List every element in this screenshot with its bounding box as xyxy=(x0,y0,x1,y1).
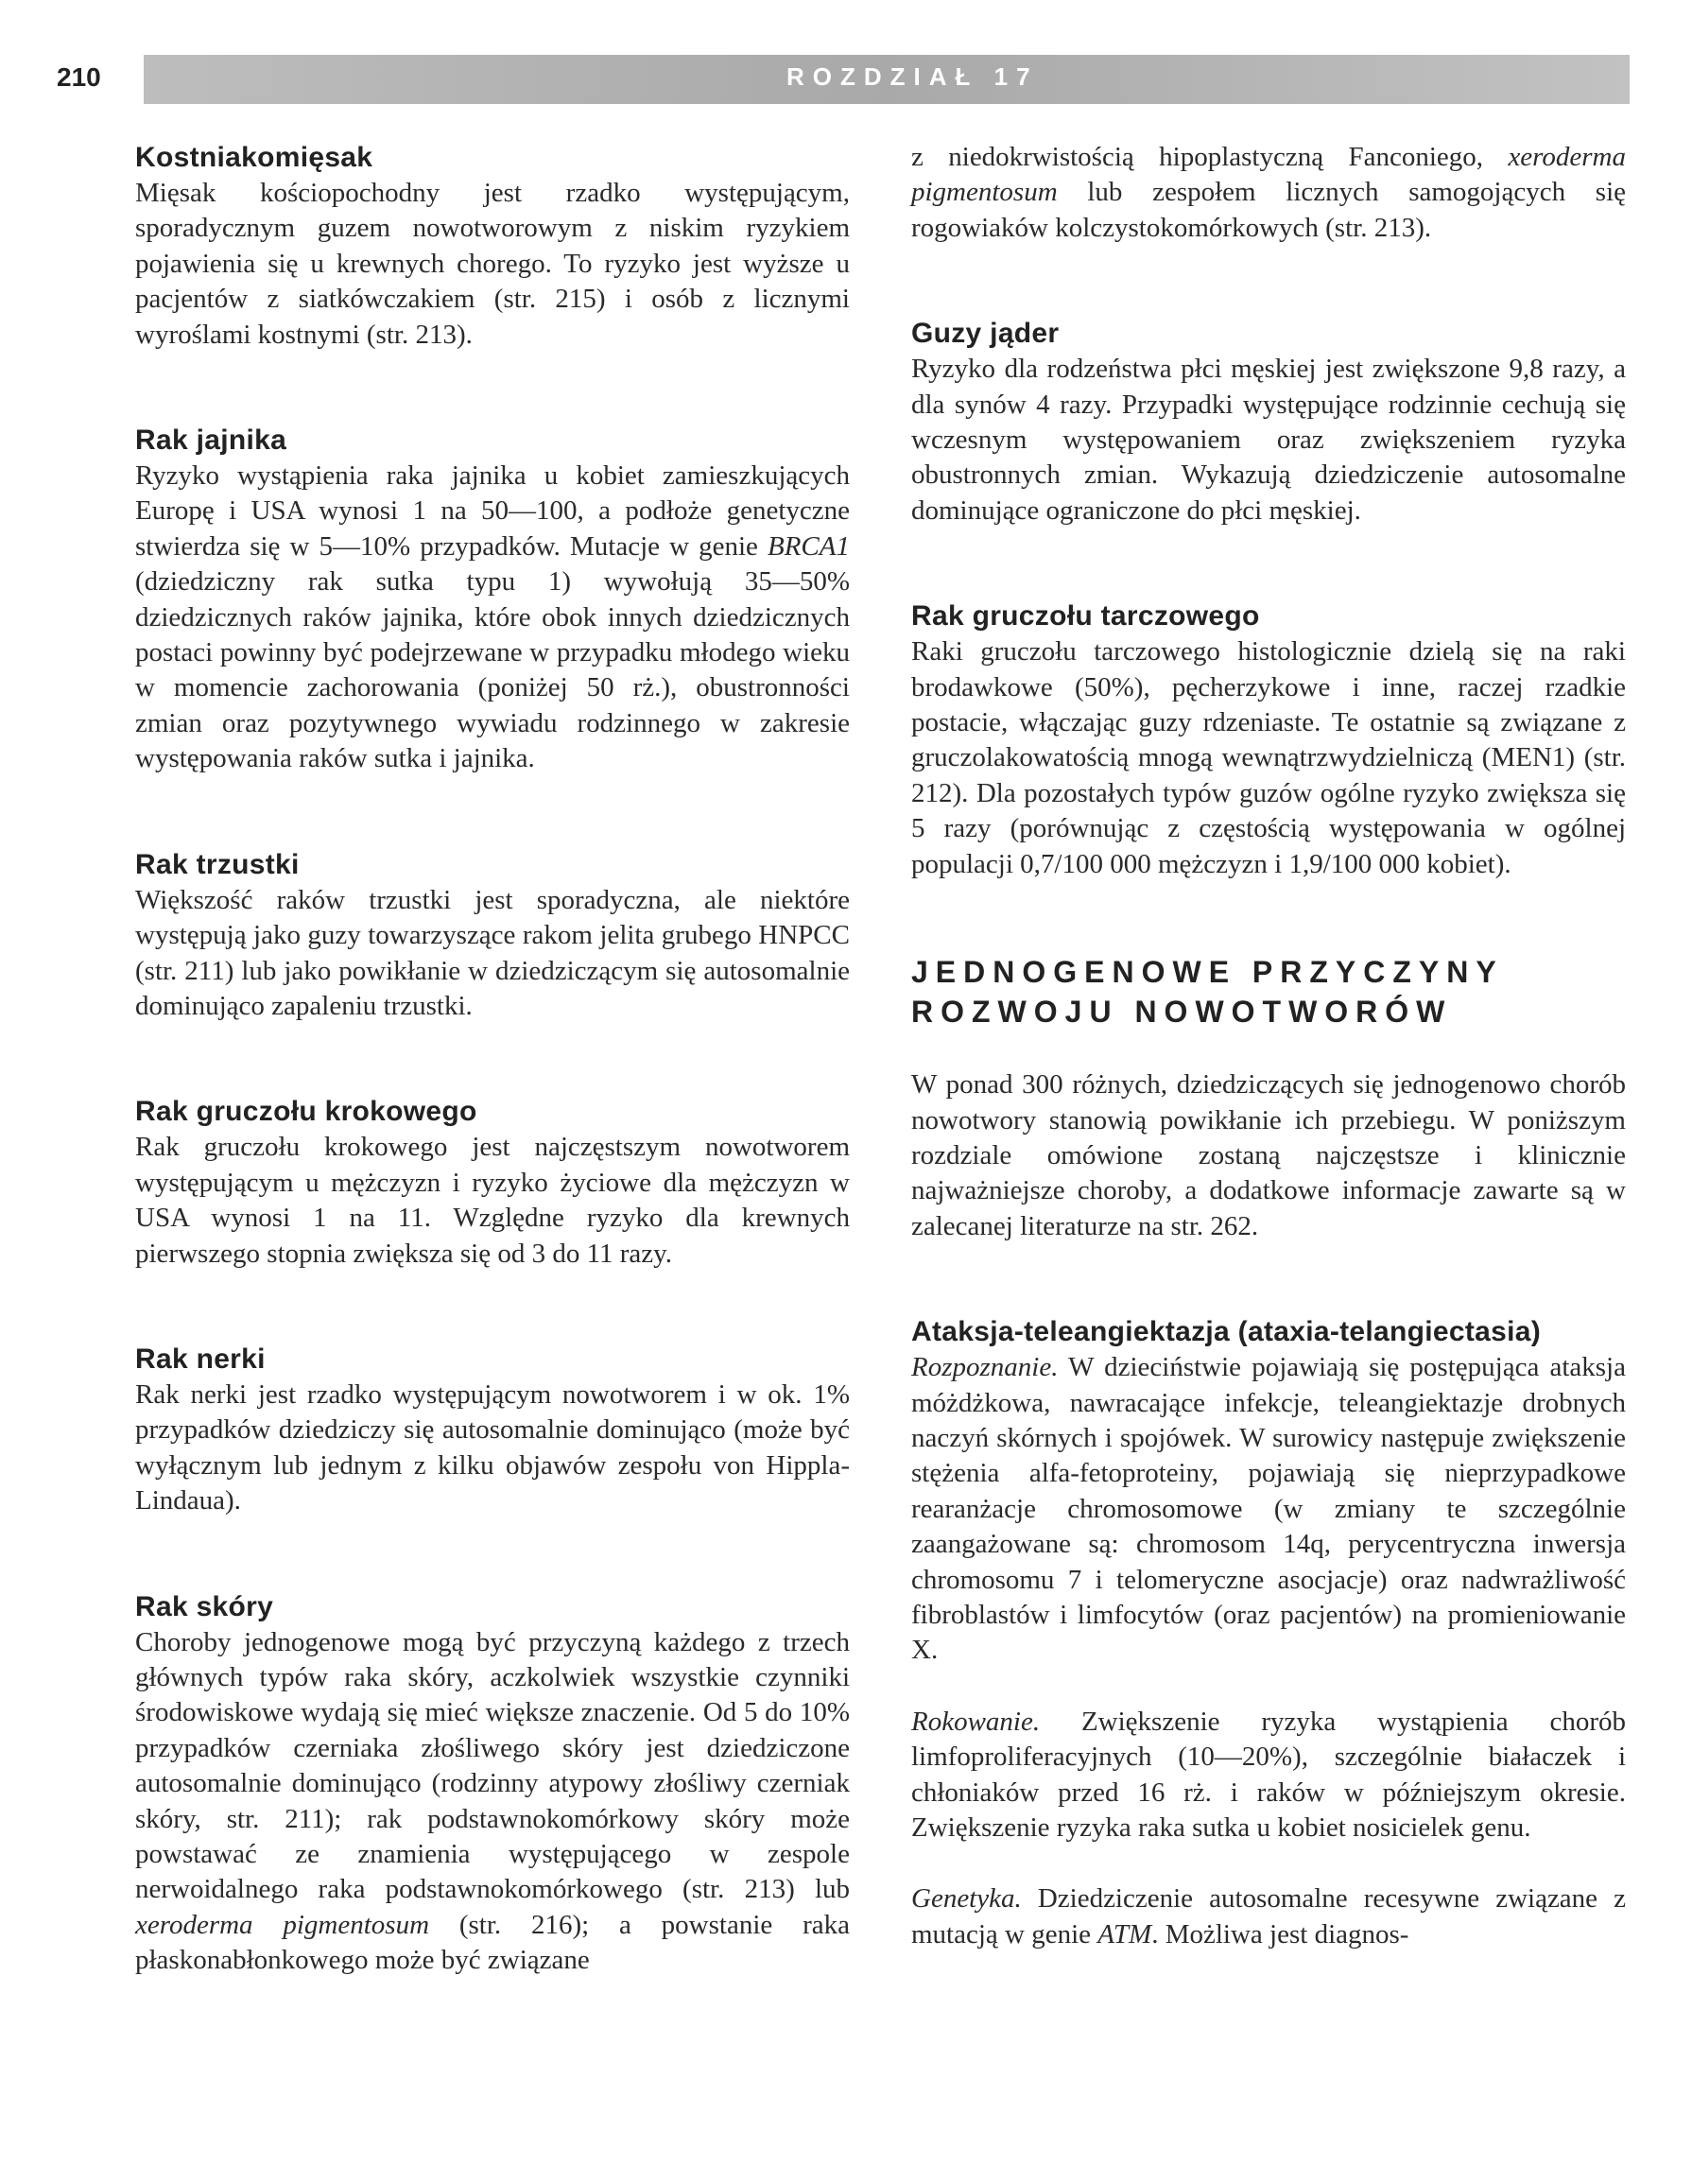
section-heading: Ataksja-teleangiektazja (ataxia-telangiectasia) xyxy=(911,1316,1542,1348)
intro-text: W ponad 300 różnych, dziedziczących się jednogenowo chorób nowotwory stanowią powikłanie ich przebiegu. W poniższym rozdziale omówione zostaną najczęstsze i klinicznie najważniejsze choroby, a dodatkowe informacje zawarte są w zalecanej literaturze na str. 262. xyxy=(911,1069,1626,1241)
section-kostniakomiesak xyxy=(135,140,850,353)
section-heading: Rak gruczołu krokowego xyxy=(135,1096,477,1128)
rozpoznanie-text: Rozpoznanie. W dzieciństwie pojawiają się postępująca ataksja móżdżkowa, nawracające infekcje, teleangiektazje drobnych naczyń skórnych i spojówek. W surowicy następuje zwiększenie stężenia alfa-fetoproteiny, pojawiają się nieprzypadkowe rearanżacje chromosomowe (w zmiany te szczególnie zaangażowane są: chromosom 14q, perycentryczna inwersja chromosomu 7 i telomeryczne asocjacje) oraz nadwrażliwość fibroblastów i limfocytów (oraz pacjentów) na promieniowanie X. xyxy=(911,1352,1626,1666)
right-column xyxy=(911,140,1626,1952)
gene-name: BRCA1 xyxy=(768,530,850,562)
page-number: 210 xyxy=(57,62,101,92)
major-heading-line-2: ROZWOJU NOWOTWORÓW xyxy=(911,995,1453,1030)
italic-term: xeroderma pigmentosum xyxy=(911,142,1626,208)
section-text: Ryzyko dla rodzeństwa płci męskiej jest zwiększone 9,8 razy, a dla synów 4 razy. Przypadki występujące rodzinnie cechują się wczesnym występowaniem oraz zwiększeniem ryzyka obustronnych zmian. Wykazują dziedziczenie autosomalne dominujące ograniczone do płci męskiej. xyxy=(911,354,1626,526)
continued-text: z niedokrwistością hipoplastyczną Fanconiego, xeroderma pigmentosum lub zespołem licznych samogojących się rogowiaków kolczystokomórkowych (str. 213). xyxy=(911,142,1626,243)
section-guzy-jader xyxy=(911,316,1626,529)
section-rak-nerki xyxy=(135,1342,850,1519)
genetyka-text: Genetyka. Dziedziczenie autosomalne recesywne związane z mutacją w genie ATM. Możliwa jest diagnos- xyxy=(911,1883,1626,1950)
section-text: Rak nerki jest rzadko występującym nowotworem i w ok. 1% przypadków dziedziczy się autosomalnie dominująco (może być wyłącznym lub jednym z kilku objawów zespołu von Hippla-Lindaua). xyxy=(135,1378,850,1517)
section-heading: Rak gruczołu tarczowego xyxy=(911,600,1260,633)
section-text: Większość raków trzustki jest sporadyczna, ale niektóre występują jako guzy towarzyszące rakom jelita grubego HNPCC (str. 211) lub jako powikłanie w dziedziczącym się autosomalnie dominująco zapaleniu trzustki. xyxy=(135,884,850,1021)
italic-term: xeroderma pigmentosum xyxy=(135,1909,430,1940)
subsection-label: Rozpoznanie. xyxy=(911,1352,1059,1383)
section-rak-gruczolu-krokowego xyxy=(135,1094,850,1272)
subsection-label: Rokowanie. xyxy=(911,1706,1041,1737)
section-text: Ryzyko wystąpienia raka jajnika u kobiet zamieszkujących Europę i USA wynosi 1 na 50—100, a podłoże genetyczne stwierdza się w 5—10% przypadków. Mutacje w genie BRCA1 (dziedziczny rak sutka typu 1) wywołują 35—50% dziedzicznych raków jajnika, które obok innych dziedzicznych postaci powinny być podejrzewane w przypadku młodego wieku w momencie zachorowania (poniżej 50 rż.), obustronności zmian oraz pozytywnego wywiadu rodzinnego w zakresie występowania raków sutka i jajnika. xyxy=(135,460,850,774)
section-heading: Rak nerki xyxy=(135,1343,266,1375)
subsection-label: Genetyka. xyxy=(911,1883,1022,1915)
section-heading: Guzy jąder xyxy=(911,318,1060,350)
section-rak-tarczycy xyxy=(911,598,1626,882)
section-rak-jajnika xyxy=(135,423,850,777)
section-rak-trzustki xyxy=(135,847,850,1025)
gene-name: ATM xyxy=(1097,1918,1152,1950)
chapter-title: ROZDZIAŁ 17 xyxy=(786,62,1039,91)
section-text: Choroby jednogenowe mogą być przyczyną każdego z trzech głównych typów raka skóry, aczkolwiek wszystkie czynniki środowiskowe wydają się mieć większe znaczenie. Od 5 do 10% przypadków czerniaka złośliwego skóry jest dziedziczone autosomalnie dominująco (rodzinny atypowy złośliwy czerniak skóry, str. 211); rak podstawnokomórkowy skóry może powstawać ze znamienia występującego w zespole nerwoidalnego raka podstawnokomórkowego (str. 213) lub xeroderma pigmentosum (str. 216); a powstanie raka płaskonabłonkowego może być związane xyxy=(135,1626,850,1976)
major-heading-line-1: JEDNOGENOWE PRZYCZYNY xyxy=(911,955,1504,990)
section-heading: Rak skóry xyxy=(135,1590,274,1622)
section-heading: Kostniakomięsak xyxy=(135,142,373,173)
left-column xyxy=(135,140,850,1979)
section-ataksja xyxy=(911,1314,1626,1952)
section-text: Rak gruczołu krokowego jest najczęstszym nowotworem występującym u mężczyzn i ryzyko życiowe dla mężczyzn w USA wynosi 1 na 11. Względne ryzyko dla krewnych pierwszego stopnia zwiększa się od 3 do 11 razy. xyxy=(135,1132,850,1269)
section-heading: Rak jajnika xyxy=(135,425,287,457)
rokowanie-text: Rokowanie. Zwiększenie ryzyka wystąpienia chorób limfoproliferacyjnych (10—20%), szczególnie białaczek i chłoniaków przed 16 rż. i raków w późniejszym okresie. Zwiększenie ryzyka raka sutka u kobiet nosicielek genu. xyxy=(911,1706,1626,1843)
section-text: Mięsak kościopochodny jest rzadko występującym, sporadycznym guzem nowotworowym z niskim ryzykiem pojawienia się u krewnych chorego. To ryzyko jest wyższe u pacjentów z siatkówczakiem (str. 215) i osób z licznymi wyroślami kostnymi (str. 213). xyxy=(135,178,850,350)
running-header xyxy=(0,49,1692,115)
section-heading: Rak trzustki xyxy=(135,848,300,880)
section-rak-skory xyxy=(135,1589,850,1979)
major-heading xyxy=(911,952,1626,1031)
section-text: Raki gruczołu tarczowego histologicznie dzielą się na raki brodawkowe (50%), pęcherzykowe i inne, raczej rzadkie postacie, włączając guzy rdzeniaste. Te ostatnie są związane z gruczolakowatością mnogą wewnątrzwydzielniczą (MEN1) (str. 212). Dla pozostałych typów guzów ogólne ryzyko zwiększa się 5 razy (porównując z częstością występowania w ogólnej populacji 0,7/100 000 mężczyzn i 1,9/100 000 kobiet). xyxy=(911,636,1626,879)
